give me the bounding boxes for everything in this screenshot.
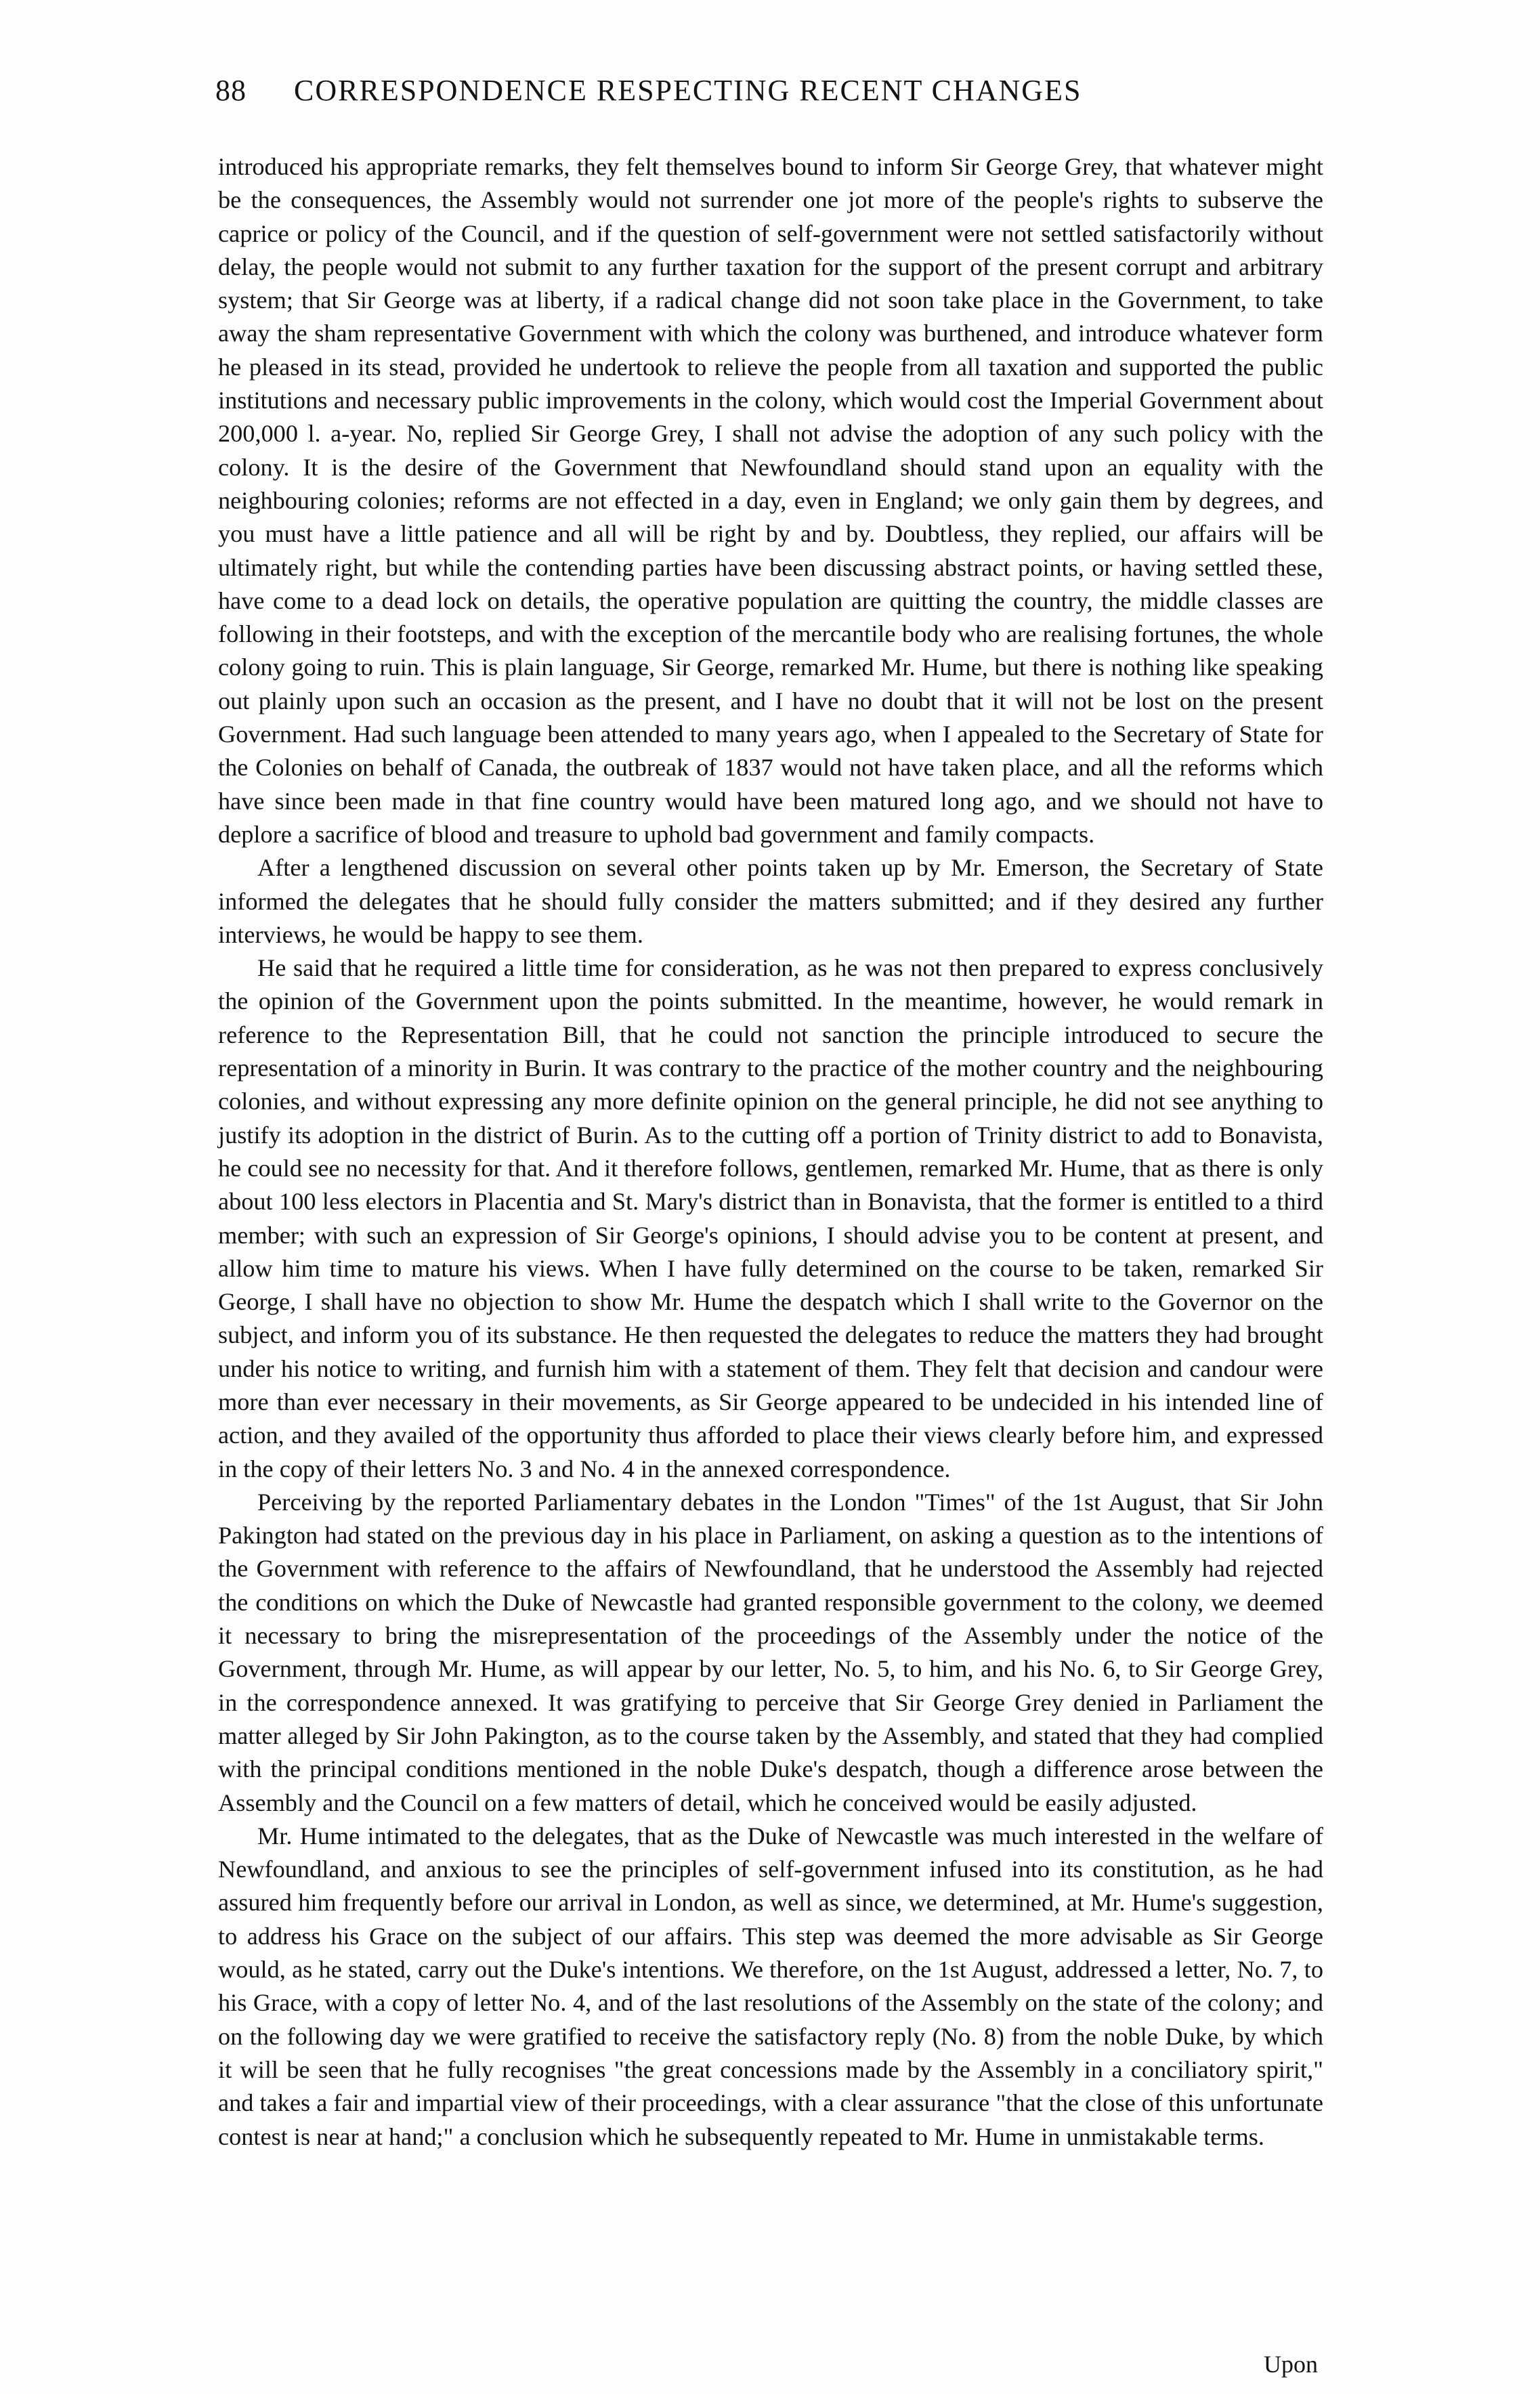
body-text	[218, 150, 1323, 2154]
paragraph: Perceiving by the reported Parliamentary debates in the London "Times" of the 1st August, that Sir John Pakington had stated on the previous day in his place in Parliament, on asking a question as to the intentions of the Government with reference to the affairs of Newfoundland, that he understood the Assembly had rejected the conditions on which the Duke of Newcastle had granted responsible government to the colony, we deemed it necessary to bring the misrepresentation of the proceedings of the Assembly under the notice of the Government, through Mr. Hume, as will appear by our letter, No. 5, to him, and his No. 6, to Sir George Grey, in the correspondence annexed. It was gratifying to perceive that Sir George Grey denied in Parliament the matter alleged by Sir John Pakington, as to the course taken by the Assembly, and stated that they had complied with the principal conditions mentioned in the noble Duke's despatch, though a difference arose between the Assembly and the Council on a few matters of detail, which he conceived would be easily adjusted.	[218, 1488, 1323, 1816]
paragraph: Mr. Hume intimated to the delegates, that as the Duke of Newcastle was much interested in the welfare of Newfoundland, and anxious to see the principles of self-government infused into its constitution, as he had assured him frequently before our arrival in London, as well as since, we determined, at Mr. Hume's suggestion, to address his Grace on the subject of our affairs. This step was deemed the more advisable as Sir George would, as he stated, carry out the Duke's intentions. We therefore, on the 1st August, addressed a letter, No. 7, to his Grace, with a copy of letter No. 4, and of the last resolutions of the Assembly on the state of the colony; and on the following day we were gratified to receive the satisfactory reply (No. 8) from the noble Duke, by which it will be seen that he fully recognises "the great concessions made by the Assembly in a conciliatory spirit," and takes a fair and impartial view of their proceedings, with a clear assurance "that the close of this unfortunate contest is near at hand;" a conclusion which he subsequently repeated to Mr. Hume in unmistakable terms.	[218, 1822, 1323, 2150]
page-number: 88	[215, 74, 247, 107]
paragraph: After a lengthened discussion on several other points taken up by Mr. Emerson, the Secretary of State informed the delegates that he should fully consider the matters submitted; and if they desired any further interviews, he would be happy to see them.	[218, 854, 1323, 948]
paragraph: introduced his appropriate remarks, they felt themselves bound to inform Sir George Grey, that whatever might be the consequences, the Assembly would not surrender one jot more of the people's rights to subserve the caprice or policy of the Council, and if the question of self-government were not settled satisfactorily without delay, the people would not submit to any further taxation for the support of the present corrupt and arbitrary system; that Sir George was at liberty, if a radical change did not soon take place in the Government, to take away the sham representative Government with which the colony was burthened, and introduce whatever form he pleased in its stead, provided he undertook to relieve the people from all taxation and supported the public institutions and necessary public improvements in the colony, which would cost the Imperial Government about 200,000 l. a-year. No, replied Sir George Grey, I shall not advise the adoption of any such policy with the colony. It is the desire of the Government that Newfoundland should stand upon an equality with the neighbouring colonies; reforms are not effected in a day, even in England; we only gain them by degrees, and you must have a little patience and all will be right by and by. Doubtless, they replied, our affairs will be ultimately right, but while the contending parties have been discussing abstract points, or having settled these, have come to a dead lock on details, the operative population are quitting the country, the middle classes are following in their footsteps, and with the exception of the mercantile body who are realising fortunes, the whole colony going to ruin. This is plain language, Sir George, remarked Mr. Hume, but there is nothing like speaking out plainly upon such an occasion as the present, and I have no doubt that it will not be lost on the present Government. Had such language been attended to many years ago, when I appealed to the Secretary of State for the Colonies on behalf of Canada, the outbreak of 1837 would not have taken place, and all the reforms which have since been made in that fine country would have been matured long ago, and we should not have to deplore a sacrifice of blood and treasure to uphold bad government and family compacts.	[218, 153, 1323, 848]
running-title: CORRESPONDENCE RESPECTING RECENT CHANGES	[294, 74, 1082, 107]
page-header	[215, 68, 1326, 122]
paragraph: He said that he required a little time for consideration, as he was not then prepared to express conclusively the opinion of the Government upon the points submitted. In the meantime, however, he would remark in reference to the Representation Bill, that he could not sanction the principle introduced to secure the representation of a minority in Burin. It was contrary to the practice of the mother country and the neighbouring colonies, and without expressing any more definite opinion on the general principle, he did not see anything to justify its adoption in the district of Burin. As to the cutting off a portion of Trinity district to add to Bonavista, he could see no necessity for that. And it therefore follows, gentlemen, remarked Mr. Hume, that as there is only about 100 less electors in Placentia and St. Mary's district than in Bonavista, that the former is entitled to a third member; with such an expression of Sir George's opinions, I should advise you to be content at present, and allow him time to mature his views. When I have fully determined on the course to be taken, remarked Sir George, I shall have no objection to show Mr. Hume the despatch which I shall write to the Governor on the subject, and inform you of its substance. He then requested the delegates to reduce the matters they had brought under his notice to writing, and furnish him with a statement of them. They felt that decision and candour were more than ever necessary in their movements, as Sir George appeared to be undecided in his intended line of action, and they availed of the opportunity thus afforded to place their views clearly before him, and expressed in the copy of their letters No. 3 and No. 4 in the annexed correspondence.	[218, 954, 1323, 1482]
catchword: Upon	[1264, 2351, 1318, 2378]
